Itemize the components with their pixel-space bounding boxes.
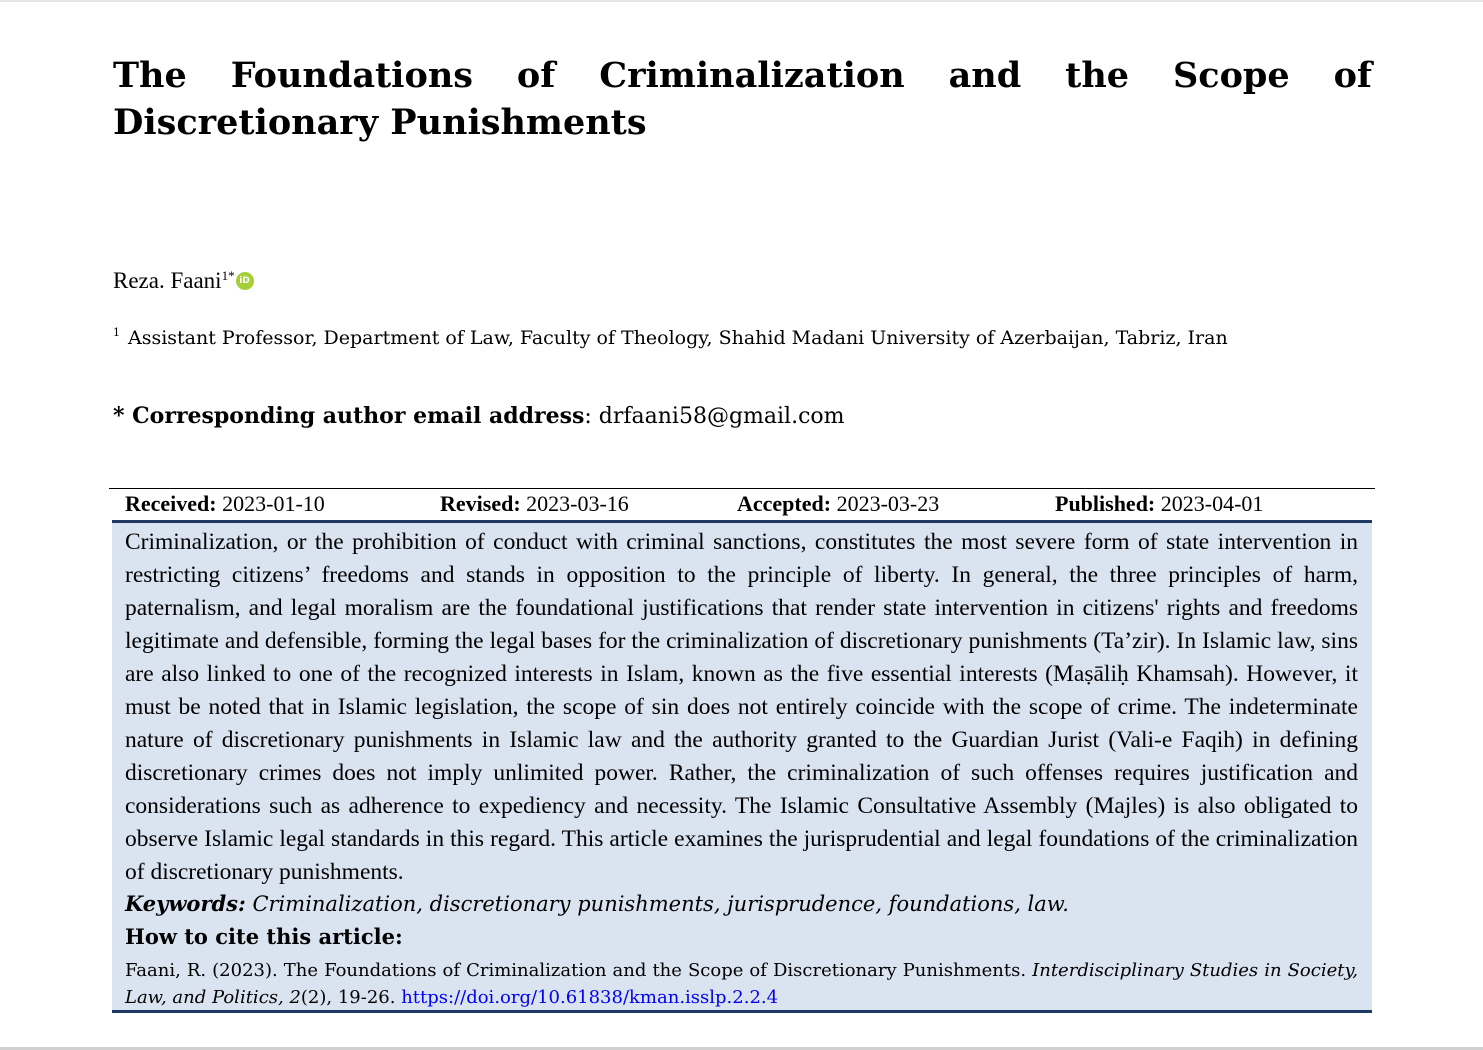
accepted-value: 2023-03-23 <box>836 491 940 516</box>
citation-journal: Interdisciplinary Studies in Society, Law, and Politics, 2 <box>125 960 1358 1008</box>
published-date <box>1055 490 1263 518</box>
received-label: Received: <box>125 491 217 516</box>
affiliation-text: Assistant Professor, Department of Law, Faculty of Theology, Shahid Madani University of Azerbaijan, Tabriz, Iran <box>128 327 1228 349</box>
corresponding-label: * Corresponding author email address <box>113 403 585 429</box>
keywords-label: Keywords: <box>125 891 246 916</box>
author-marker: 1* <box>221 268 235 283</box>
corresponding-email[interactable]: drfaani58@gmail.com <box>598 404 845 429</box>
published-label: Published: <box>1055 491 1156 516</box>
affiliation-number: 1 <box>113 326 120 339</box>
abstract-text: Criminalization, or the prohibition of conduct with criminal sanctions, constitutes the most severe form of state intervention in restricting citizens’ freedoms and stands in opposition to the principle of liberty. In general, the three principles of harm, paternalism, and legal moralism are the foundational justifications that render state intervention in citizens' rights and freedoms legitimate and defensible, forming the legal bases for the criminalization of discretionary punishments (Ta’zir). In Islamic law, sins are also linked to one of the recognized interests in Islam, known as the five essential interests (Maṣāliḥ Khamsah). However, it must be noted that in Islamic legislation, the scope of sin does not entirely coincide with the scope of crime. The indeterminate nature of discretionary punishments in Islamic law and the authority granted to the Guardian Jurist (Vali-e Faqih) in defining discretionary crimes does not imply unlimited power. Rather, the criminalization of such offenses requires justification and considerations such as adherence to expediency and necessity. The Islamic Consultative Assembly (Majles) is also obligated to observe Islamic legal standards in this regard. This article examines the jurisprudential and legal foundations of the criminalization of discretionary punishments. <box>125 529 1358 885</box>
abstract-box <box>112 520 1372 1013</box>
received-value: 2023-01-10 <box>222 491 325 516</box>
corresponding-author <box>113 401 845 432</box>
accepted-date <box>737 490 939 518</box>
citation-prefix: Faani, R. (2023). The Foundations of Criminalization and the Scope of Discretionary Punishments. <box>125 960 1033 981</box>
corresponding-separator: : <box>584 404 599 429</box>
revised-label: Revised: <box>440 491 521 516</box>
how-to-cite-heading: How to cite this article: <box>125 924 403 949</box>
accepted-label: Accepted: <box>737 491 832 516</box>
citation <box>125 957 1358 1011</box>
dates-row <box>109 490 1375 520</box>
received-date <box>125 490 325 518</box>
affiliation <box>113 320 1228 351</box>
doi-link[interactable]: https://doi.org/10.61838/kman.isslp.2.2.4 <box>401 987 779 1008</box>
orcid-icon[interactable]: iD <box>236 272 254 290</box>
published-value: 2023-04-01 <box>1160 491 1264 516</box>
author-name: Reza. Faani <box>113 268 222 293</box>
dates-rule <box>109 488 1375 489</box>
author-line <box>113 262 254 295</box>
keywords-text: Criminalization, discretionary punishments, jurisprudence, foundations, law. <box>252 892 1069 916</box>
top-divider <box>0 0 1483 2</box>
paper-title: The Foundations of Criminalization and the Scope of Discretionary Punishments <box>113 55 1372 143</box>
keywords <box>125 889 1358 919</box>
revised-date <box>440 490 629 518</box>
citation-issue-pages: (2), 19-26. <box>300 987 402 1008</box>
revised-value: 2023-03-16 <box>526 491 629 516</box>
